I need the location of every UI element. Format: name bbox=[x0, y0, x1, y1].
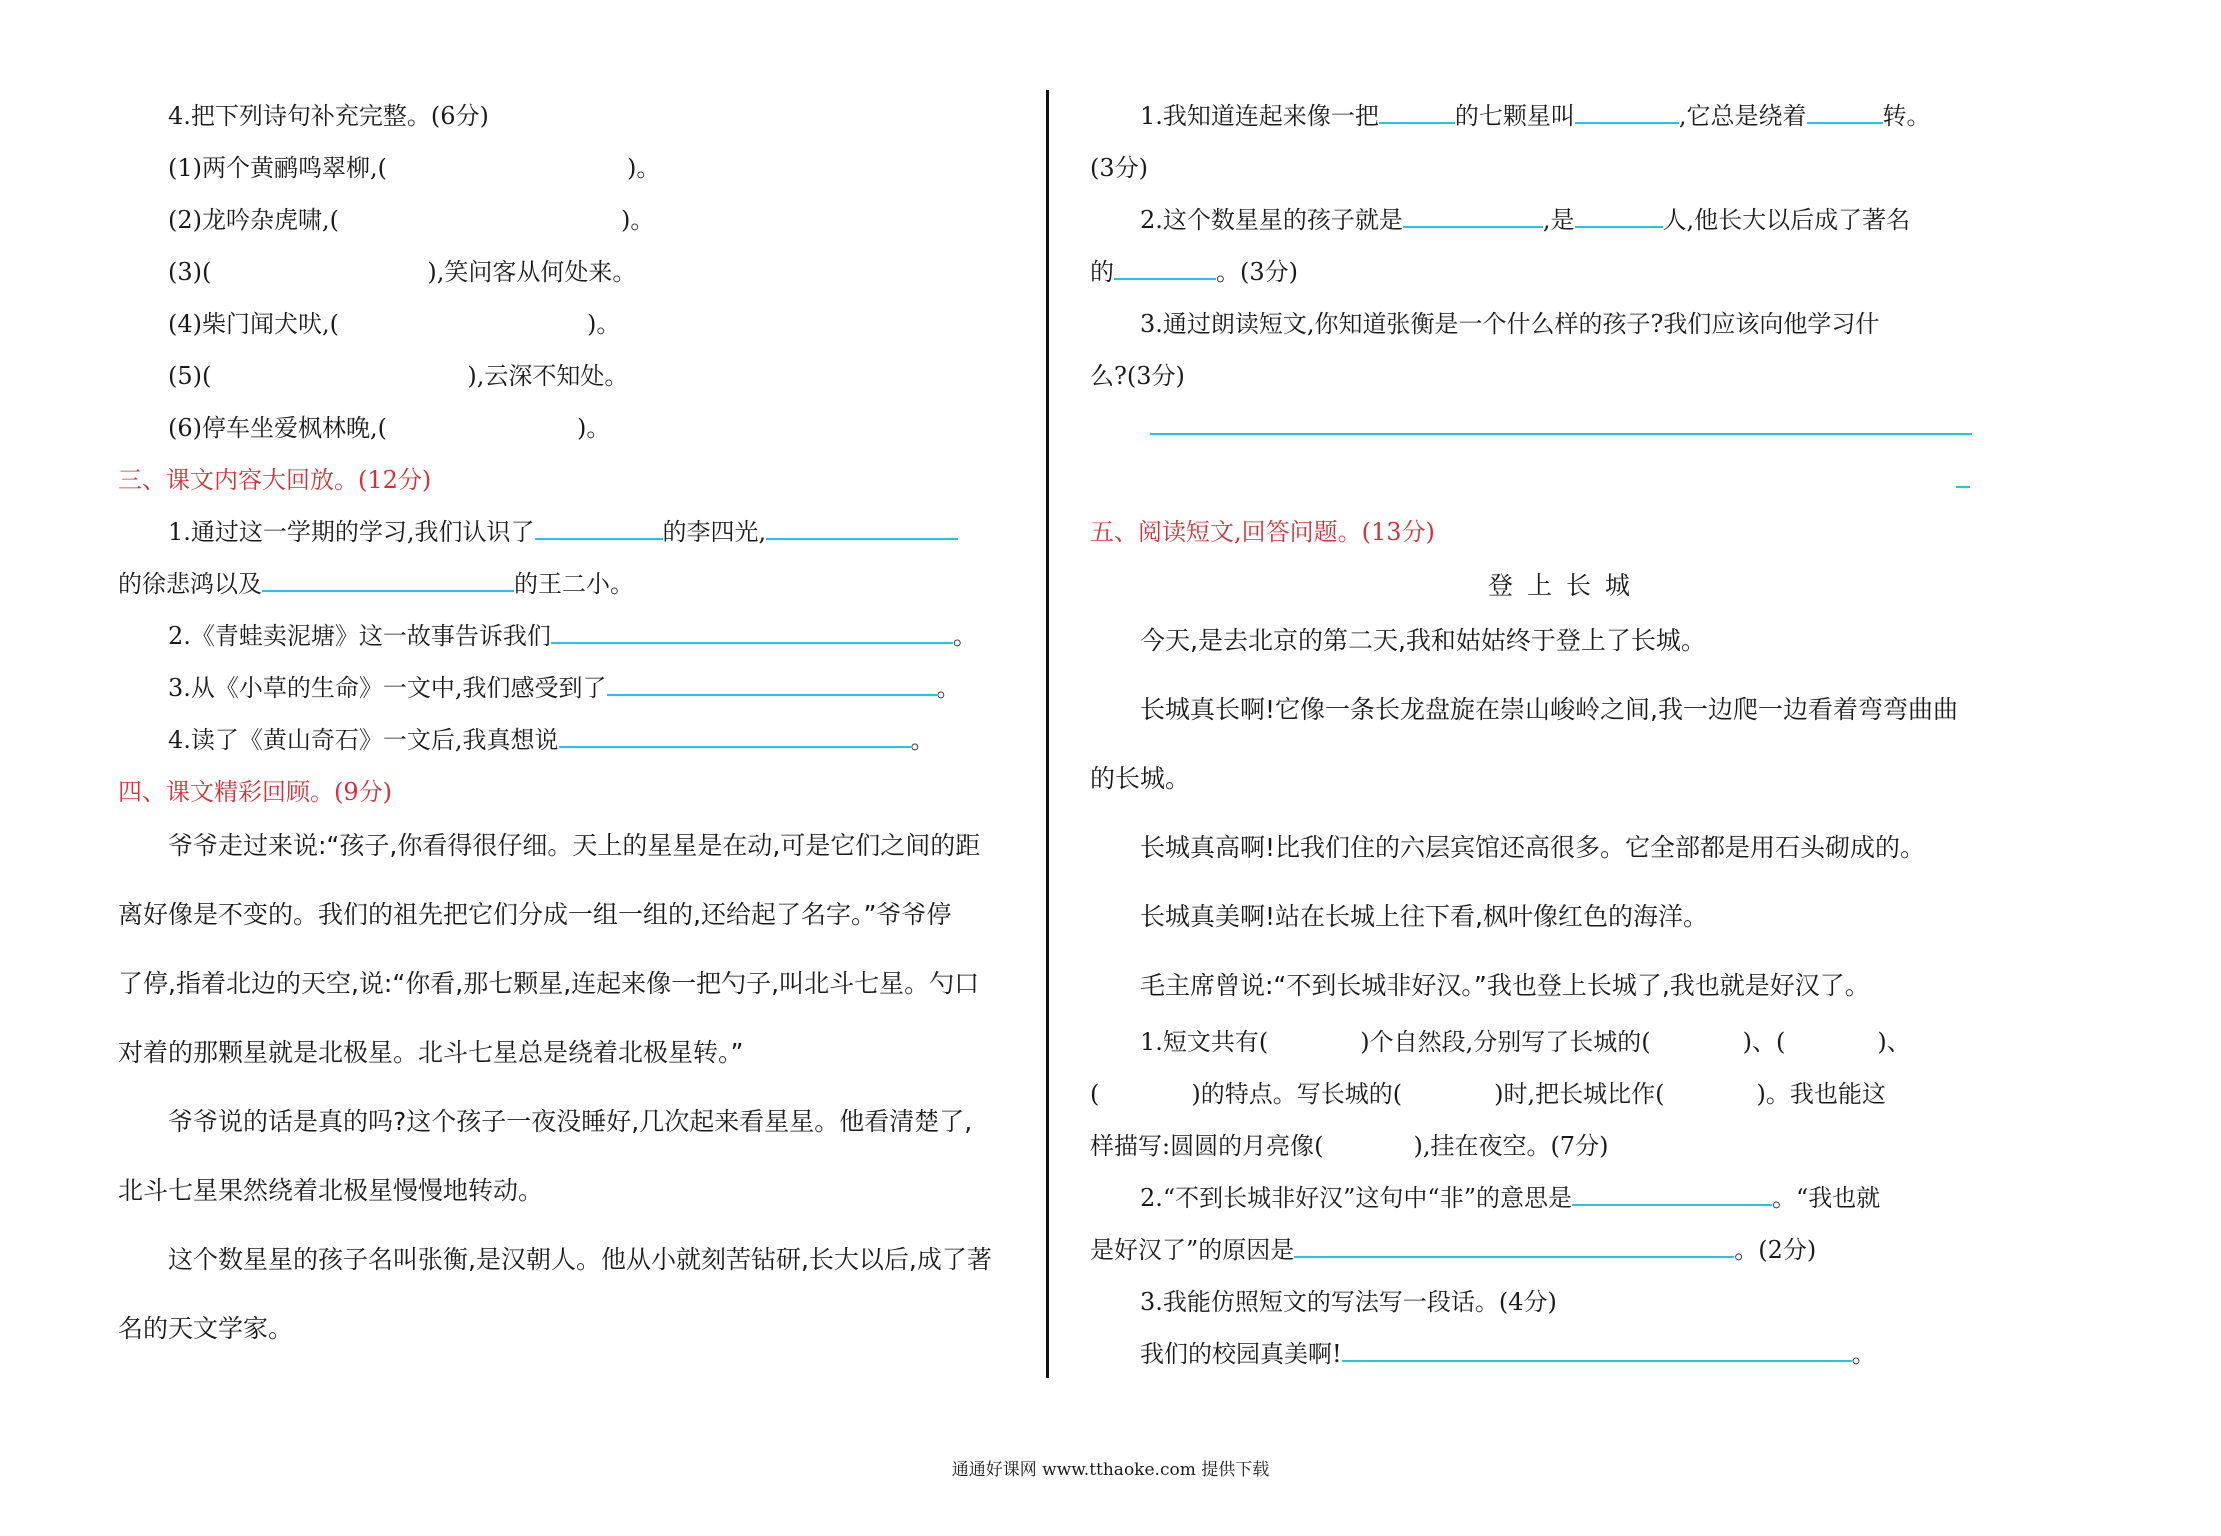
passage-title: 登上长城 bbox=[1488, 571, 1645, 600]
s5-question-3: 3.我能仿照短文的写法写一段话。(4分) bbox=[1140, 1288, 1557, 1316]
passage-line: 今天,是去北京的第二天,我和姑姑终于登上了长城。 bbox=[1140, 626, 1706, 655]
answer-blank[interactable] bbox=[1575, 204, 1663, 228]
answer-blank[interactable] bbox=[766, 516, 958, 540]
answer-blank[interactable] bbox=[262, 568, 514, 592]
answer-blank[interactable] bbox=[1807, 100, 1883, 124]
passage-line: 北斗七星果然绕着北极星慢慢地转动。 bbox=[118, 1176, 544, 1205]
passage-line: 名的天文学家。 bbox=[118, 1314, 294, 1343]
passage-line: 爷爷说的话是真的吗?这个孩子一夜没睡好,几次起来看星星。他看清楚了, bbox=[168, 1107, 973, 1136]
passage-line: 离好像是不变的。我们的祖先把它们分成一组一组的,还给起了名字。”爷爷停 bbox=[118, 900, 952, 929]
passage-line: 长城真美啊!站在长城上往下看,枫叶像红色的海洋。 bbox=[1140, 902, 1708, 931]
s5-question-3-answer: 我们的校园真美啊! 。 bbox=[1140, 1340, 1876, 1368]
passage-line: 长城真高啊!比我们住的六层宾馆还高很多。它全部都是用石头砌成的。 bbox=[1140, 833, 1926, 862]
passage-line: 毛主席曾说:“不到长城非好汉。”我也登上长城了,我也就是好汉了。 bbox=[1140, 971, 1870, 1000]
s5-question-1-line-3: 样描写:圆圆的月亮像( ),挂在夜空。(7分) bbox=[1090, 1132, 1609, 1160]
question-4-header: 4.把下列诗句补充完整。(6分) bbox=[168, 102, 489, 130]
s4-question-1-score: (3分) bbox=[1090, 154, 1148, 182]
poem-item-4: (4)柴门闻犬吠,( )。 bbox=[168, 310, 621, 338]
s3-question-1-line-1: 1.通过这一学期的学习,我们认识了 的李四光, bbox=[118, 516, 958, 548]
answer-blank[interactable] bbox=[1379, 100, 1455, 124]
s4-question-2-line-2: 的 。(3分) bbox=[1090, 258, 1298, 286]
poem-item-1: (1)两个黄鹂鸣翠柳,( )。 bbox=[168, 154, 661, 182]
answer-blank[interactable] bbox=[1114, 256, 1216, 280]
answer-blank[interactable] bbox=[535, 516, 663, 540]
passage-line: 长城真长啊!它像一条长龙盘旋在崇山峻岭之间,我一边爬一边看着弯弯曲曲 bbox=[1140, 695, 1958, 724]
passage-line: 了停,指着北边的天空,说:“你看,那七颗星,连起来像一把勺子,叫北斗七星。勺口 bbox=[118, 969, 980, 998]
answer-blank[interactable] bbox=[1575, 100, 1679, 124]
s4-question-2-line-1: 2.这个数星星的孩子就是 ,是 人,他长大以后成了著名 bbox=[1140, 206, 1911, 234]
s3-question-4: 4.读了《黄山奇石》一文后,我真想说 。 bbox=[168, 726, 935, 754]
s5-question-2-line-1: 2.“不到长城非好汉”这句中“非”的意思是 。“我也就 bbox=[1140, 1184, 1881, 1212]
page-footer: 通通好课网 www.tthaoke.com 提供下载 bbox=[951, 1460, 1270, 1480]
passage-line: 爷爷走过来说:“孩子,你看得很仔细。天上的星星是在动,可是它们之间的距 bbox=[168, 831, 981, 860]
s4-question-3-line-2: 么?(3分) bbox=[1090, 362, 1185, 390]
s4-question-3-line-1: 3.通过朗读短文,你知道张衡是一个什么样的孩子?我们应该向他学习什 bbox=[1140, 310, 1880, 338]
poem-item-3: (3)( ),笑问客从何处来。 bbox=[168, 258, 637, 286]
answer-blank[interactable] bbox=[1572, 1182, 1772, 1206]
answer-blank[interactable] bbox=[551, 620, 953, 644]
answer-blank[interactable] bbox=[1342, 1338, 1852, 1362]
answer-line-end bbox=[1956, 486, 1970, 488]
answer-blank[interactable] bbox=[607, 672, 937, 696]
answer-line[interactable] bbox=[1150, 433, 1972, 435]
s3-question-2: 2.《青蛙卖泥塘》这一故事告诉我们 。 bbox=[168, 622, 977, 650]
passage-line: 的长城。 bbox=[1090, 764, 1191, 793]
s3-question-3: 3.从《小草的生命》一文中,我们感受到了 。 bbox=[168, 674, 961, 702]
s5-question-1-line-1: 1.短文共有( )个自然段,分别写了长城的( )、( )、 bbox=[1140, 1028, 1911, 1056]
s4-question-1: 1.我知道连起来像一把 的七颗星叫 ,它总是绕着 转。 bbox=[1140, 102, 1931, 130]
s3-question-1-line-2: 的徐悲鸿以及 的王二小。 bbox=[118, 570, 634, 598]
answer-blank[interactable] bbox=[1294, 1234, 1734, 1258]
s5-question-1-line-2: ( )的特点。写长城的( )时,把长城比作( )。我也能这 bbox=[1090, 1080, 1886, 1108]
section-3-title: 三、课文内容大回放。(12分) bbox=[118, 466, 432, 494]
answer-blank[interactable] bbox=[1403, 204, 1543, 228]
poem-item-2: (2)龙吟杂虎啸,( )。 bbox=[168, 206, 655, 234]
poem-item-5: (5)( ),云深不知处。 bbox=[168, 362, 629, 390]
poem-item-6: (6)停车坐爱枫林晚,( )。 bbox=[168, 414, 611, 442]
passage-line: 对着的那颗星就是北极星。北斗七星总是绕着北极星转。” bbox=[118, 1038, 744, 1067]
passage-line: 这个数星星的孩子名叫张衡,是汉朝人。他从小就刻苦钻研,长大以后,成了著 bbox=[168, 1245, 992, 1274]
s5-question-2-line-2: 是好汉了”的原因是 。(2分) bbox=[1090, 1236, 1817, 1264]
section-4-title: 四、课文精彩回顾。(9分) bbox=[118, 778, 392, 806]
section-5-title: 五、阅读短文,回答问题。(13分) bbox=[1090, 518, 1435, 546]
answer-blank[interactable] bbox=[559, 724, 911, 748]
column-divider bbox=[1046, 90, 1049, 1378]
